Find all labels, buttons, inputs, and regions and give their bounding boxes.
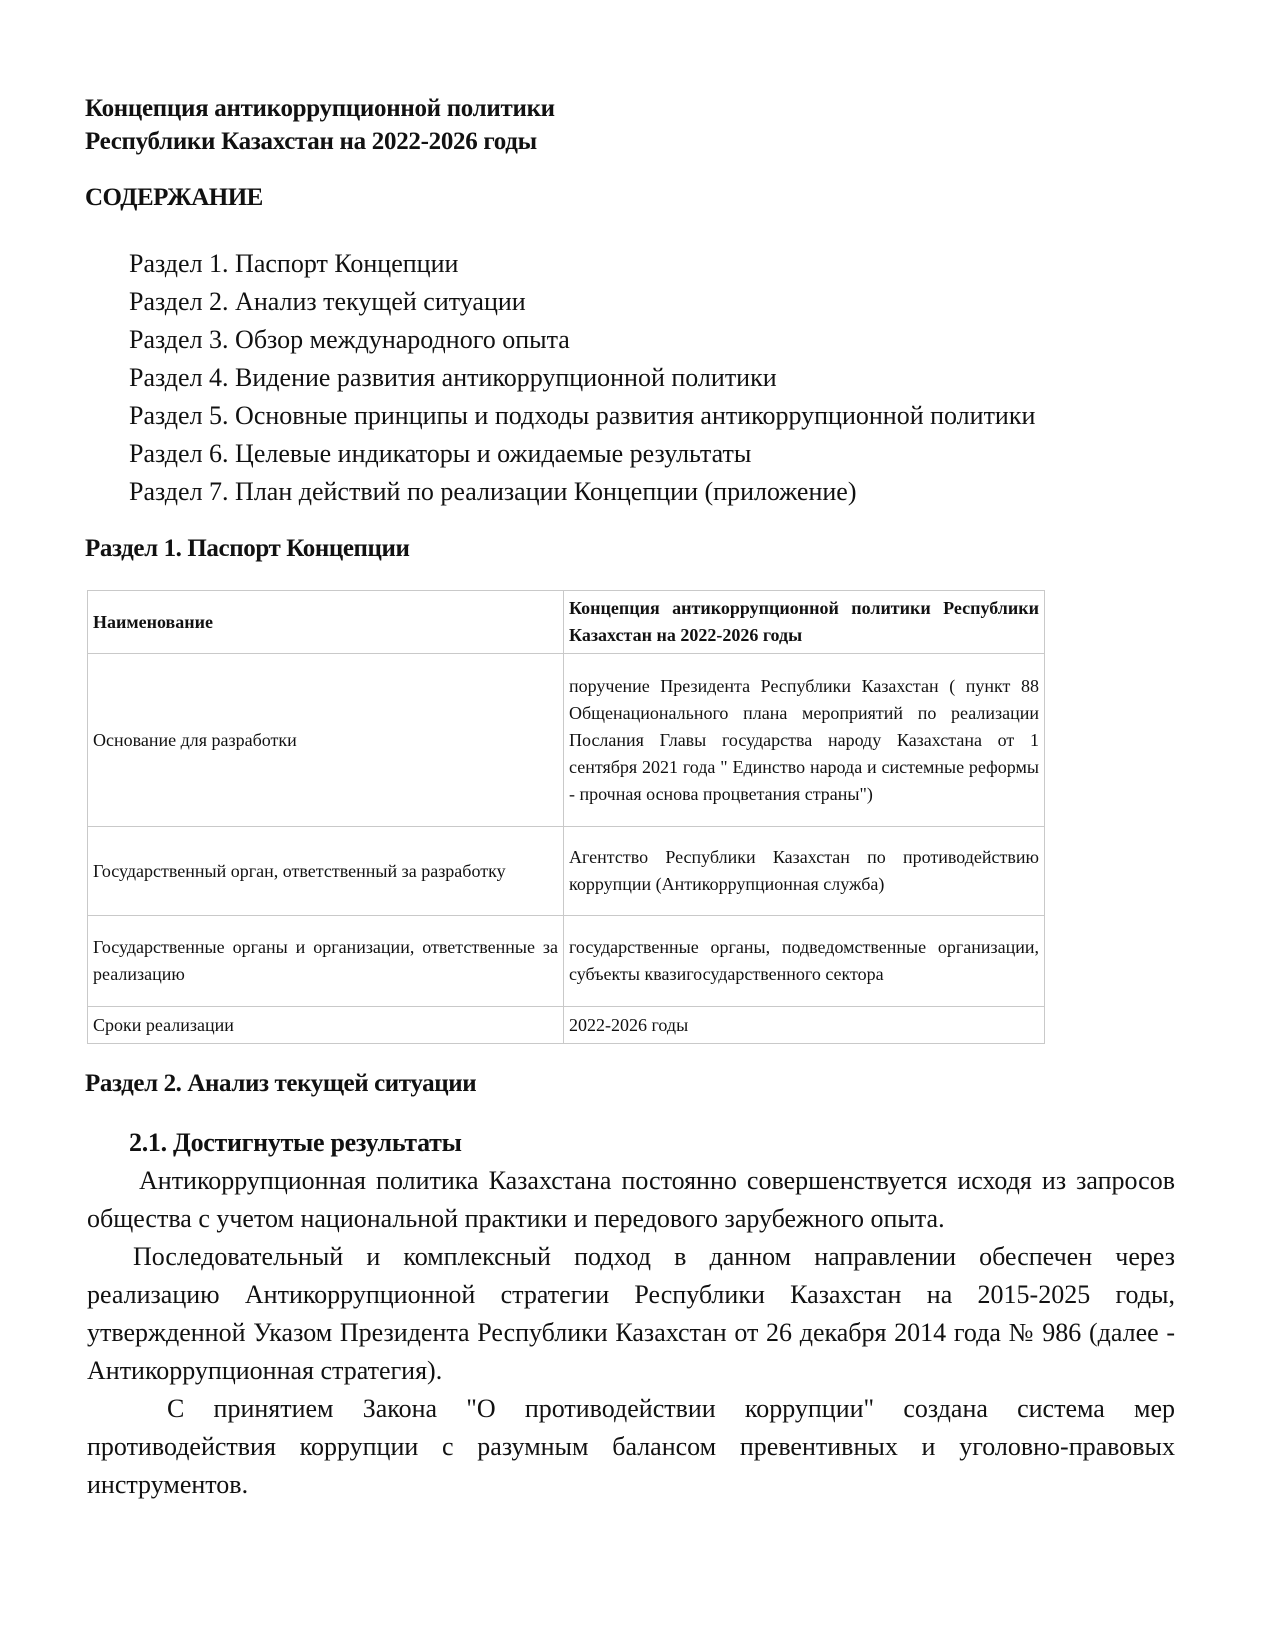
table-cell-label: Наименование bbox=[88, 591, 564, 654]
table-row bbox=[88, 827, 1045, 916]
toc-item: Раздел 1. Паспорт Концепции bbox=[129, 249, 459, 278]
contents-heading: СОДЕРЖАНИЕ bbox=[85, 184, 263, 211]
toc-item: Раздел 6. Целевые индикаторы и ожидаемые результаты bbox=[129, 439, 752, 468]
table-cell-value: Агентство Республики Казахстан по противодействию коррупции (Антикоррупционная служба) bbox=[564, 827, 1045, 916]
toc-item: Раздел 3. Обзор международного опыта bbox=[129, 325, 570, 354]
toc-item: Раздел 7. План действий по реализации Концепции (приложение) bbox=[129, 477, 857, 506]
table-cell-label: Государственные органы и организации, ответственные за реализацию bbox=[88, 916, 564, 1007]
toc-item: Раздел 5. Основные принципы и подходы развития антикоррупционной политики bbox=[129, 401, 1036, 430]
toc-item: Раздел 2. Анализ текущей ситуации bbox=[129, 287, 526, 316]
table-cell-value: 2022-2026 годы bbox=[564, 1007, 1045, 1044]
table-of-contents bbox=[129, 245, 1035, 511]
document-title-line-1: Концепция антикоррупционной политики bbox=[85, 95, 555, 122]
table-cell-label: Сроки реализации bbox=[88, 1007, 564, 1044]
body-paragraph: С принятием Закона "О противодействии коррупции" создана система мер противодействия коррупции с разумным балансом превентивных и уголовно-правовых инструментов. bbox=[87, 1394, 1175, 1499]
table-row bbox=[88, 591, 1045, 654]
body-paragraph: Последовательный и комплексный подход в данном направлении обеспечен через реализацию Антикоррупционной стратегии Республики Казахстан на 2015-2025 годы, утвержденной Указом Президента Республики Казахстан от 26 декабря 2014 года № 986 (далее - Антикоррупционная стратегия). bbox=[87, 1242, 1175, 1385]
table-cell-value: государственные органы, подведомственные организации, субъекты квазигосударственного сектора bbox=[564, 916, 1045, 1007]
section-1-heading: Раздел 1. Паспорт Концепции bbox=[85, 535, 410, 562]
table-cell-label: Государственный орган, ответственный за разработку bbox=[88, 827, 564, 916]
passport-table bbox=[87, 590, 1045, 1044]
body-paragraph: Антикоррупционная политика Казахстана постоянно совершенствуется исходя из запросов общества с учетом национальной практики и передового зарубежного опыта. bbox=[87, 1166, 1175, 1233]
table-row bbox=[88, 916, 1045, 1007]
document-title-line-2: Республики Казахстан на 2022-2026 годы bbox=[85, 128, 537, 155]
subsection-heading: 2.1. Достигнутые результаты bbox=[129, 1128, 462, 1157]
table-row bbox=[88, 1007, 1045, 1044]
table-cell-value: поручение Президента Республики Казахстан ( пункт 88 Общенационального плана мероприятий по реализации Послания Главы государства народу Казахстана от 1 сентября 2021 года " Единство народа и системные реформы - прочная основа процветания страны") bbox=[564, 654, 1045, 827]
section-2-heading: Раздел 2. Анализ текущей ситуации bbox=[85, 1070, 477, 1097]
table-cell-label: Основание для разработки bbox=[88, 654, 564, 827]
table-cell-value: Концепция антикоррупционной политики Республики Казахстан на 2022-2026 годы bbox=[564, 591, 1045, 654]
table-row bbox=[88, 654, 1045, 827]
toc-item: Раздел 4. Видение развития антикоррупционной политики bbox=[129, 363, 777, 392]
document-title bbox=[85, 92, 555, 158]
